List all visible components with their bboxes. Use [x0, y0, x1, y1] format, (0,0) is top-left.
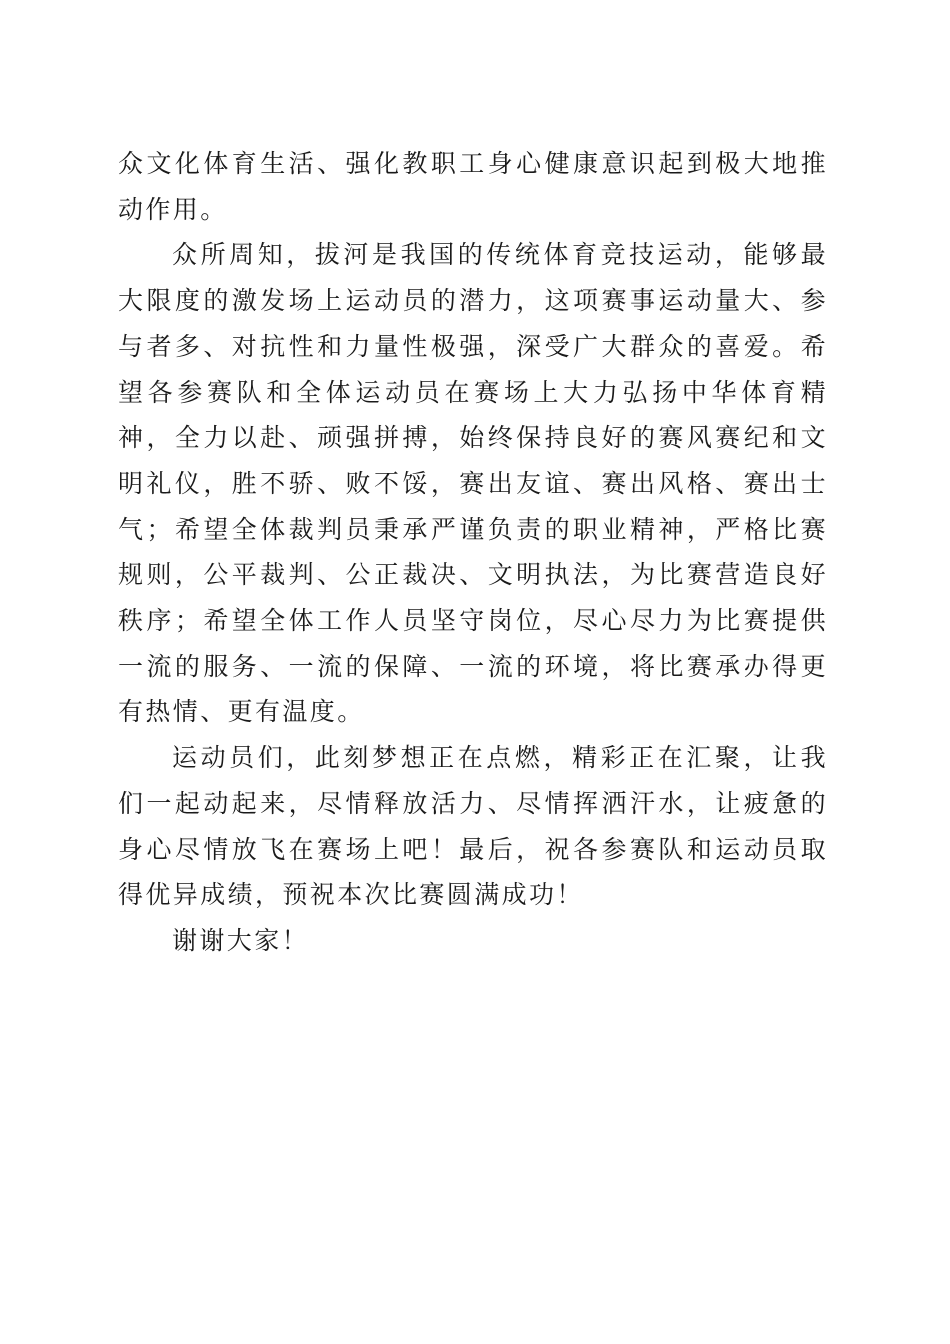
document-body — [118, 141, 828, 964]
paragraph-tug-of-war: 众所周知，拔河是我国的传统体育竞技运动，能够最大限度的激发场上运动员的潜力，这项赛事运动量大、参与者多、对抗性和力量性极强，深受广大群众的喜爱。希望各参赛队和全体运动员在赛场上大力弘扬中华体育精神，全力以赴、顽强拼搏，始终保持良好的赛风赛纪和文明礼仪，胜不骄、败不馁，赛出友谊、赛出风格、赛出士气；希望全体裁判员秉承严谨负责的职业精神，严格比赛规则，公平裁判、公正裁决、文明执法，为比赛营造良好秩序；希望全体工作人员坚守岗位，尽心尽力为比赛提供一流的服务、一流的保障、一流的环境，将比赛承办得更有热情、更有温度。 — [118, 240, 828, 727]
paragraph-thanks: 谢谢大家！ — [172, 925, 310, 955]
paragraph-continuation: 众文化体育生活、强化教职工身心健康意识起到极大地推动作用。 — [118, 149, 828, 224]
paragraph-athletes: 运动员们，此刻梦想正在点燃，精彩正在汇聚，让我们一起动起来，尽情释放活力、尽情挥洒汗水，让疲惫的身心尽情放飞在赛场上吧！最后，祝各参赛队和运动员取得优异成绩，预祝本次比赛圆满成功！ — [118, 743, 828, 910]
